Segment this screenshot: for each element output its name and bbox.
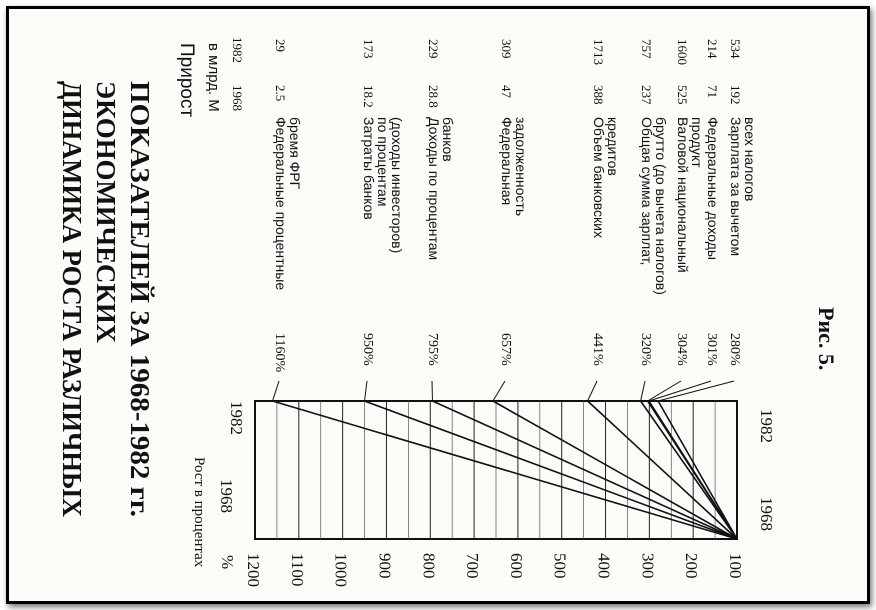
- series-pct-label: 441%: [590, 333, 605, 366]
- growth-1968: 388: [591, 85, 606, 105]
- series-pct-label: 657%: [498, 333, 513, 366]
- growth-1982: 757: [639, 39, 654, 59]
- growth-header-unit: в млрд. М: [205, 43, 222, 112]
- series-pct-label: 280%: [727, 333, 742, 366]
- chart-title-line: ДИНАМИКА РОСТА РАЗЛИЧНЫХ: [57, 81, 87, 527]
- growth-1968: 2.5: [273, 85, 288, 102]
- y-axis-title: Рост в процентах: [191, 457, 207, 568]
- growth-year-1982: 1982: [230, 37, 245, 63]
- x-tick-label-1982-top: 1982: [227, 401, 246, 435]
- growth-year-1968: 1968: [230, 85, 245, 111]
- series-line-3: [493, 401, 737, 539]
- series-name-line: кредитов: [605, 117, 621, 176]
- y-tick-label: 500: [550, 553, 570, 579]
- series-name-line: Зарплата за вычетом: [728, 117, 744, 257]
- y-tick-label: 1100: [287, 553, 307, 587]
- series-name-line: (доходы инвесторов): [389, 117, 405, 254]
- growth-1968: 192: [728, 85, 743, 105]
- series-name-line: Доходы по процентам: [426, 117, 442, 261]
- series-name-line: Общая сумма зарплат,: [639, 117, 655, 266]
- y-tick-label: 900: [375, 553, 395, 579]
- series-name-line: всех налогов: [742, 117, 758, 202]
- growth-header-title: Прирост: [176, 43, 197, 118]
- y-tick-label: 1200: [244, 553, 263, 587]
- growth-1968: 237: [639, 85, 654, 105]
- series-name-line: продукт: [689, 117, 705, 168]
- x-tick-label-1982-bottom: 1982: [757, 409, 776, 443]
- leader-line-5: [641, 381, 645, 401]
- series-name-line: задолженность: [513, 117, 529, 217]
- y-tick-label: 100: [726, 553, 745, 579]
- chart-title-line: ЭКОНОМИЧЕСКИХ: [91, 81, 121, 346]
- y-tick-label: 1000: [331, 553, 351, 587]
- series-name-line: Объем банковских: [591, 117, 607, 239]
- y-tick-label: 700: [463, 553, 483, 579]
- growth-1982: 214: [705, 39, 720, 59]
- leader-line-7: [649, 381, 711, 401]
- growth-1968: 47: [499, 85, 514, 98]
- series-name-line: Федеральные процентные: [273, 117, 289, 291]
- series-name-line: банков: [440, 117, 456, 162]
- growth-1982: 173: [361, 39, 376, 59]
- growth-1982: 29: [273, 39, 288, 52]
- leader-line-6: [648, 381, 681, 401]
- leader-line-1: [365, 381, 367, 401]
- series-pct-label: 1160%: [272, 333, 287, 373]
- series-name-line: брутто (до вычета налогов): [653, 117, 669, 295]
- y-tick-label: 600: [506, 553, 526, 579]
- growth-1982: 309: [499, 39, 514, 59]
- series-pct-label: 320%: [638, 333, 653, 366]
- growth-1968: 28.8: [426, 85, 441, 108]
- series-name-line: Федеральная: [499, 117, 515, 206]
- leader-line-0: [273, 381, 279, 401]
- x-tick-label-1968-bottom: 1968: [757, 497, 776, 531]
- series-line-2: [432, 401, 737, 539]
- growth-1982: 1600: [675, 39, 690, 65]
- growth-1982: 534: [728, 39, 743, 59]
- series-name-line: Затраты банков: [361, 117, 377, 220]
- series-name-line: Федеральные доходы: [705, 117, 721, 260]
- series-name-line: по процентам: [375, 117, 391, 207]
- leader-line-3: [493, 381, 505, 401]
- growth-1968: 525: [675, 85, 690, 105]
- y-axis-unit: %: [218, 555, 237, 570]
- series-line-1: [365, 401, 737, 539]
- series-pct-label: 301%: [704, 333, 719, 366]
- growth-1982: 229: [426, 39, 441, 59]
- leader-line-8: [658, 381, 734, 401]
- leader-line-4: [588, 381, 597, 401]
- chart-title-line: ПОКАЗАТЕЛЕЙ ЗА 1968-1982 гг.: [125, 81, 155, 487]
- y-tick-label: 800: [419, 553, 439, 579]
- series-line-5: [641, 401, 737, 539]
- y-tick-label: 300: [638, 553, 658, 579]
- figure-frame: [6, 6, 870, 604]
- series-name-line: бремя ФРГ: [287, 117, 303, 190]
- series-pct-label: 795%: [425, 333, 440, 366]
- series-pct-label: 950%: [360, 333, 375, 366]
- growth-1982: 1713: [591, 39, 606, 65]
- y-tick-label: 200: [682, 553, 702, 579]
- series-name-line: Валовой национальный: [675, 117, 691, 273]
- y-tick-label: 400: [594, 553, 614, 579]
- figure-caption: Рис. 5.: [814, 307, 839, 371]
- series-pct-label: 304%: [674, 333, 689, 366]
- x-tick-label-1968-top: 1968: [217, 479, 236, 513]
- growth-chart: [9, 9, 867, 601]
- growth-1968: 18.2: [361, 85, 376, 108]
- growth-1968: 71: [705, 85, 720, 98]
